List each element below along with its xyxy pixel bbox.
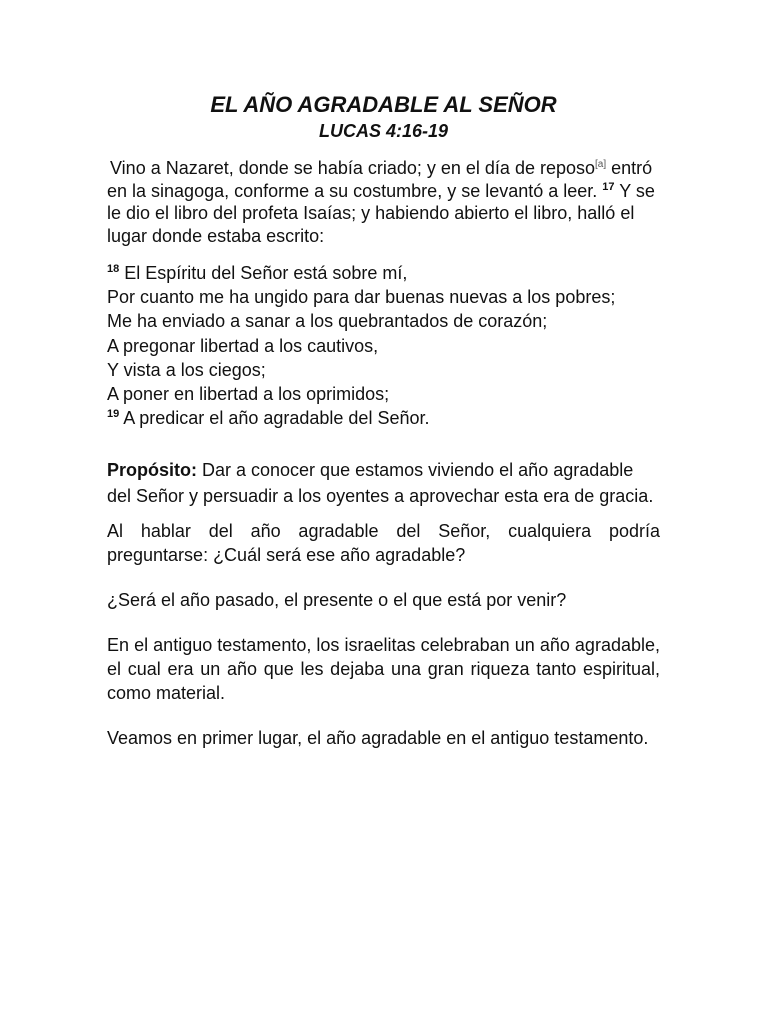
verse-line: Por cuanto me ha ungido para dar buenas nuevas a los pobres; — [107, 287, 616, 308]
intro-text-1: Vino a Nazaret, donde se había criado; y en el día de reposo — [110, 158, 595, 178]
body-paragraph: Veamos en primer lugar, el año agradable en el antiguo testamento. — [107, 728, 649, 749]
verse-line: A pregonar libertad a los cautivos, — [107, 335, 379, 356]
verse-number-19: 19 — [107, 408, 120, 421]
scripture-reference: LUCAS 4:16-19 — [318, 121, 449, 141]
verse-line: Me ha enviado a sanar a los quebrantados de corazón; — [107, 311, 548, 332]
document-title: EL AÑO AGRADABLE AL SEÑOR — [210, 92, 557, 117]
purpose-label: Propósito: — [107, 460, 197, 481]
purpose-text: Dar a conocer que estamos viviendo el año agradable del Señor y persuadir a los oyentes a aprovechar esta era de gracia. — [107, 460, 654, 506]
verse-line: $^{18}$ El Espíritu del Señor está sobre mí, — [107, 263, 408, 283]
document-page — [107, 92, 660, 750]
intro-text-2: entró en la sinagoga, conforme a su costumbre, y se levantó a leer. — [107, 158, 653, 201]
verse-number-18: 18 — [107, 263, 120, 275]
quoted-verses — [107, 261, 660, 430]
body-paragraph: En el antiguo testamento, los israelitas celebraban un año agradable, el cual era un año que les dejaba una gran riqueza tanto espiritual, como material. — [107, 635, 660, 704]
verse-line: $^{19}$ A predicar el año agradable del Señor. — [107, 408, 430, 429]
body-paragraph: Al hablar del año agradable del Señor, cualquiera podría preguntarse: ¿Cuál será ese año agradable? — [107, 521, 660, 566]
verse-line: A poner en libertad a los oprimidos; — [107, 384, 390, 405]
verse-number-17: 17 — [602, 180, 615, 193]
intro-text-3: Y se le dio el libro del profeta Isaías; y habiendo abierto el libro, halló el lugar donde estaba escrito: — [107, 180, 655, 246]
intro-paragraph — [107, 157, 660, 247]
verse-line: Y vista a los ciegos; — [107, 359, 266, 380]
footnote-marker[interactable]: [a] — [595, 159, 607, 170]
body-paragraph: ¿Será el año pasado, el presente o el que está por venir? — [107, 590, 567, 611]
purpose-paragraph — [107, 458, 660, 509]
